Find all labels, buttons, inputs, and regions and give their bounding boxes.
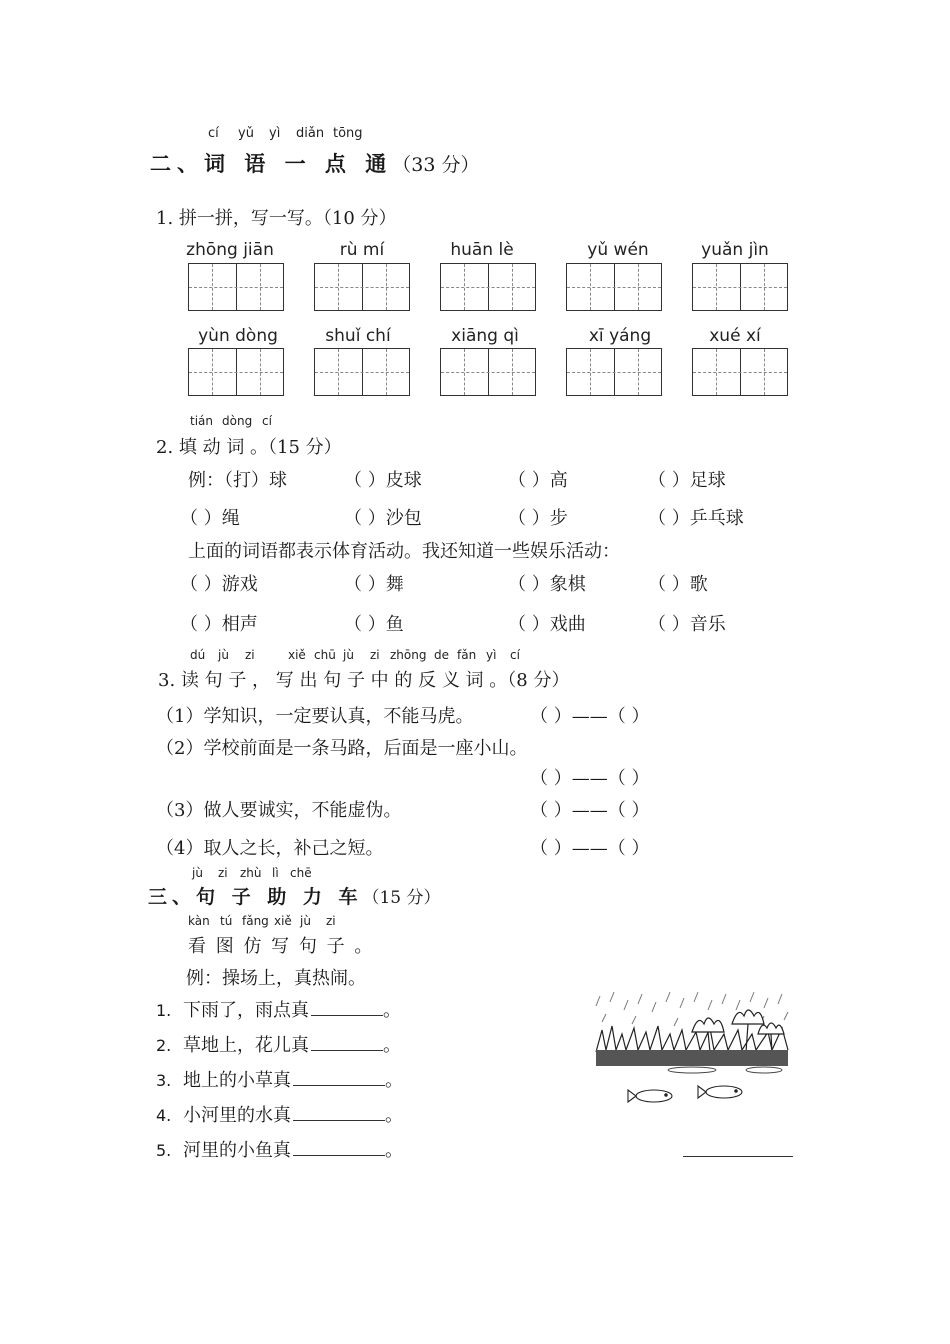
answer-blank[interactable] [293,1104,385,1121]
question-label: 1. 拼一拼，写一写。（10 分） [156,208,397,229]
section-score: （33 分） [392,154,480,176]
pinyin: zhù [240,866,262,880]
section2-title [150,148,479,178]
pinyin: chē [290,866,312,880]
end-mark: 。 [385,1070,403,1091]
grid-pinyin: xī yáng [588,326,652,346]
section-title-text: 二、词 语 一 点 通 [150,151,393,176]
section3-pinyin [192,866,332,882]
q2-cell[interactable]: （ ）游戏 [180,574,258,595]
pinyin: zi [370,648,380,662]
q3-answer[interactable]: （ ）——（ ） [530,706,650,727]
item-number: 1. [156,1001,172,1020]
q2-cell[interactable]: （ ）绳 [180,508,240,529]
q3-item: （1）学知识，一定要认真，不能马虎。 [156,706,474,727]
pinyin: dú [190,648,206,662]
q2-cell[interactable]: （ ）鱼 [344,614,404,635]
pinyin: zhōng [390,648,427,662]
item-number: 4. [156,1106,172,1125]
end-mark: 。 [385,1105,403,1126]
answer-blank[interactable] [311,999,383,1016]
pinyin: yì [269,126,281,141]
grid-pinyin: zhōng jiān [186,240,274,260]
flowers-grass [596,1010,788,1052]
pinyin: fǎng [242,914,269,928]
item-text: 河里的小鱼真 [183,1140,291,1161]
fish-icon [628,1090,672,1102]
item-number: 2. [156,1036,172,1055]
item-text: 下雨了，雨点真 [183,1000,309,1021]
q2-label: 2. 填 动 词 。（15 分） [156,437,342,458]
item-text: 小河里的水真 [183,1105,291,1126]
q3-answer[interactable]: （ ）——（ ） [530,768,650,789]
end-mark: 。 [385,1140,403,1161]
pinyin: diǎn [296,126,325,141]
sentence-item [156,1031,401,1057]
q2-cell: 例：（打）球 [188,470,287,491]
section3-subtitle: 看 图 仿 写 句 子 。 [188,936,375,957]
pinyin: zi [218,866,228,880]
grid-pinyin: yǔ wén [587,240,649,260]
sentence-item [156,1136,403,1162]
pinyin: lì [272,866,279,880]
pinyin: de [434,648,449,662]
puddle [668,1067,716,1073]
pinyin: chū [314,648,336,662]
rain-river-illustration [592,990,792,1110]
pinyin: kàn [188,914,210,928]
writing-grid[interactable] [314,348,410,396]
q2-cell[interactable]: （ ）歌 [648,574,708,595]
pinyin: dòng [222,414,253,428]
pinyin: yì [486,648,497,662]
pinyin: cí [510,648,520,662]
grid-pinyin: xiāng qì [451,326,519,346]
section3-example: 例：操场上，真热闹。 [186,968,366,989]
bottom-rule [683,1156,793,1157]
q3-item: （2）学校前面是一条马路，后面是一座小山。 [156,738,528,759]
q3-item: （3）做人要诚实，不能虚伪。 [156,800,402,821]
pinyin: tōng [333,126,363,141]
q2-cell[interactable]: （ ）乒乓球 [648,508,744,529]
answer-blank[interactable] [311,1034,383,1051]
item-text: 地上的小草真 [183,1070,291,1091]
q3-pinyin [190,648,550,664]
writing-grid[interactable] [692,263,788,311]
section3-sub-pinyin [188,914,358,930]
q3-item: （4）取人之长，补己之短。 [156,838,384,859]
writing-grid[interactable] [188,348,284,396]
q3-answer[interactable]: （ ）——（ ） [530,800,650,821]
q2-cell[interactable]: （ ）戏曲 [508,614,586,635]
writing-grid[interactable] [566,348,662,396]
grid-pinyin: shuǐ chí [325,326,391,346]
q2-cell[interactable]: （ ）皮球 [344,470,422,491]
writing-grid[interactable] [566,263,662,311]
q2-cell[interactable]: （ ）步 [508,508,568,529]
writing-grid[interactable] [188,263,284,311]
fish-icon [698,1086,742,1098]
q2-cell[interactable]: （ ）音乐 [648,614,726,635]
pinyin: tú [220,914,233,928]
writing-grid[interactable] [692,348,788,396]
grid-pinyin: huān lè [450,240,514,260]
pinyin: tián [190,414,213,428]
section3-title [148,882,441,909]
pinyin: zi [326,914,336,928]
q2-note: 上面的词语都表示体育活动。我还知道一些娱乐活动： [188,541,620,562]
pinyin: jù [192,866,203,880]
puddle [746,1067,782,1073]
q3-label: 3. 读 句 子 ， 写 出 句 子 中 的 反 义 词 。（8 分） [158,670,570,691]
q2-cell[interactable]: （ ）高 [508,470,568,491]
q2-cell[interactable]: （ ）象棋 [508,574,586,595]
writing-grid[interactable] [440,348,536,396]
grid-pinyin: xué xí [709,326,761,346]
grid-pinyin: rù mí [339,240,385,260]
sentence-item [156,1101,403,1127]
q2-cell[interactable]: （ ）足球 [648,470,726,491]
pinyin: jù [218,648,229,662]
q2-cell[interactable]: （ ）沙包 [344,508,422,529]
item-text: 草地上，花儿真 [183,1035,309,1056]
answer-blank[interactable] [293,1069,385,1086]
end-mark: 。 [383,1035,401,1056]
pinyin: zi [245,648,255,662]
pinyin: cí [262,414,272,428]
pinyin: xiě [274,914,292,928]
pinyin: jù [343,648,354,662]
pinyin: xiě [288,648,306,662]
pinyin: yǔ [238,126,254,141]
q3-answer[interactable]: （ ）——（ ） [530,838,650,859]
grid-pinyin: yuǎn jìn [701,240,769,260]
grid-pinyin: yùn dòng [198,326,278,346]
writing-grid[interactable] [314,263,410,311]
q1-label [156,204,397,230]
item-number: 5. [156,1141,172,1160]
pinyin: fǎn [457,648,477,662]
ground-strip [596,1050,788,1066]
pinyin: jù [300,914,311,928]
item-number: 3. [156,1071,172,1090]
section-score: （15 分） [362,888,441,908]
q2-pinyin [190,414,290,430]
q2-cell[interactable]: （ ）相声 [180,614,258,635]
sentence-item [156,1066,403,1092]
sentence-item [156,996,401,1022]
end-mark: 。 [383,1000,401,1021]
pinyin: cí [208,126,219,141]
section2-pinyin [206,126,376,142]
section-title-text: 三、句 子 助 力 车 [148,886,363,908]
answer-blank[interactable] [293,1139,385,1156]
q2-cell[interactable]: （ ）舞 [344,574,404,595]
writing-grid[interactable] [440,263,536,311]
